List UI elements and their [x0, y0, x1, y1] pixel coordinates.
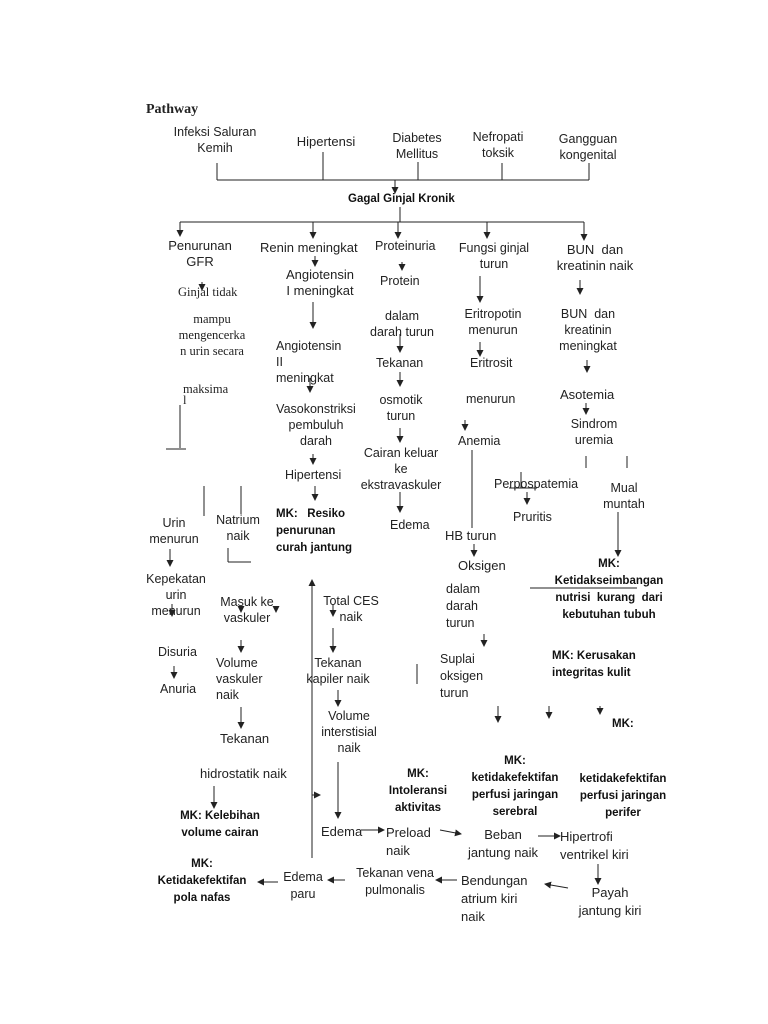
node-tekanan-hidro: Tekanan: [220, 731, 270, 746]
arrow-connector: [545, 884, 568, 888]
node-fungsi-ginjal: Fungsi ginjal turun: [458, 241, 530, 271]
node-edema-paru: Edema paru: [283, 870, 323, 901]
node-hipertrofi: Hipertrofi ventrikel kiri: [560, 829, 629, 862]
node-masuk-vaskuler: Masuk ke vaskuler: [220, 595, 274, 625]
node-kepekatan: Kepekatan urin menurun: [146, 572, 206, 618]
node-eritropotin: Eritropotin menurun: [464, 307, 522, 337]
node-eritrosit-menurun: menurun: [466, 392, 516, 406]
node-ginjal-tidak: Ginjal tidak: [178, 285, 238, 299]
node-urin-menurun: Urin menurun: [149, 516, 199, 546]
node-pruritis: Pruritis: [513, 510, 552, 524]
node-edema-1: Edema: [390, 518, 430, 532]
cause-nefropati: Nefropati toksik: [472, 130, 524, 160]
node-oksigen-dalam: dalam darah turun: [446, 582, 481, 630]
node-tekanan-vena: Tekanan vena pulmonalis: [356, 866, 434, 897]
node-mual-muntah: Mual muntah: [603, 481, 645, 511]
node-asotemia: Asotemia: [560, 387, 615, 402]
node-edema-2: Edema: [321, 824, 363, 839]
node-hidrostatik: hidrostatik naik: [200, 766, 287, 781]
node-disuria: Disuria: [158, 645, 197, 659]
node-penurunan-gfr: Penurunan GFR: [168, 238, 232, 269]
center-node: Gagal Ginjal Kronik: [348, 193, 455, 205]
node-protein-dalam: dalam darah turun: [370, 309, 434, 339]
mk-perfusi-perifer: ketidakefektifan perfusi jaringan perifer: [579, 773, 667, 819]
page-title: Pathway: [146, 102, 199, 117]
arrow-connector: [440, 830, 461, 834]
node-natrium: Natrium naik: [216, 513, 260, 543]
node-bendungan-atrium: Bendungan atrium kiri naik: [461, 873, 528, 924]
node-eritrosit: Eritrosit: [470, 356, 513, 370]
node-osmotik: osmotik turun: [379, 393, 423, 423]
node-mampu: mampu mengencerka n urin secara: [178, 312, 246, 358]
node-anuria: Anuria: [160, 682, 197, 696]
node-bun-meningkat: BUN dan kreatinin meningkat: [559, 307, 617, 353]
node-preload: Preload naik: [386, 825, 431, 858]
node-angiotensin-2: Angiotensin II meningkat: [276, 339, 342, 385]
node-hipertensi-2: Hipertensi: [285, 468, 342, 482]
node-proteinuria: Proteinuria: [375, 239, 436, 253]
node-volume-vaskuler: Volume vaskuler naik: [216, 656, 263, 702]
node-protein: Protein: [380, 274, 420, 288]
cause-isk: Infeksi Saluran Kemih: [173, 125, 257, 155]
cause-diabetes: Diabetes Mellitus: [392, 131, 442, 161]
node-renin: Renin meningkat: [260, 240, 358, 255]
mk-resiko-curah-jantung: MK: Resiko penurunan curah jantung: [276, 508, 353, 554]
node-bun-naik: BUN dan kreatinin naik: [556, 242, 634, 273]
node-sindrom-uremia: Sindrom uremia: [570, 417, 618, 447]
node-cairan-keluar: Cairan keluar ke ekstravaskuler: [360, 446, 442, 492]
node-angiotensin-1: Angiotensin I meningkat: [286, 267, 354, 298]
node-beban-jantung: Beban jantung naik: [467, 827, 539, 860]
node-maksimal: maksima l: [183, 382, 229, 407]
mk-integritas-kulit: MK: Kerusakan integritas kulit: [552, 650, 636, 679]
mk-label: MK:: [612, 718, 634, 730]
node-payah-jantung: Payah jantung kiri: [578, 885, 642, 918]
node-tekanan-osm: Tekanan: [376, 356, 424, 370]
mk-perfusi-serebral: MK: ketidakefektifan perfusi jaringan serebral: [471, 755, 559, 818]
node-hb-turun: HB turun: [445, 528, 497, 543]
node-tekanan-kapiler: Tekanan kapiler naik: [306, 656, 370, 686]
node-anemia: Anemia: [458, 434, 501, 448]
mk-nutrisi: MK: Ketidakseimbangan nutrisi kurang dari kebutuhan tubuh: [554, 558, 664, 621]
node-total-ces: Total CES naik: [323, 594, 379, 624]
node-suplai-oksigen: Suplai oksigen turun: [440, 652, 484, 700]
node-volume-interstisial: Volume interstisial naik: [321, 709, 377, 755]
cause-kongenital: Gangguan kongenital: [558, 132, 618, 162]
node-perpospatemia: Perpospatemia: [494, 477, 579, 491]
node-oksigen: Oksigen: [458, 558, 506, 573]
cause-hipertensi: Hipertensi: [296, 134, 356, 149]
mk-intoleransi-aktivitas: MK: Intoleransi aktivitas: [388, 768, 448, 814]
mk-kelebihan-cairan: MK: Kelebihan volume cairan: [180, 810, 260, 839]
node-vasokonstriksi: Vasokonstriksi pembuluh darah: [276, 402, 356, 448]
mk-pola-nafas: MK: Ketidakefektifan pola nafas: [157, 858, 247, 904]
